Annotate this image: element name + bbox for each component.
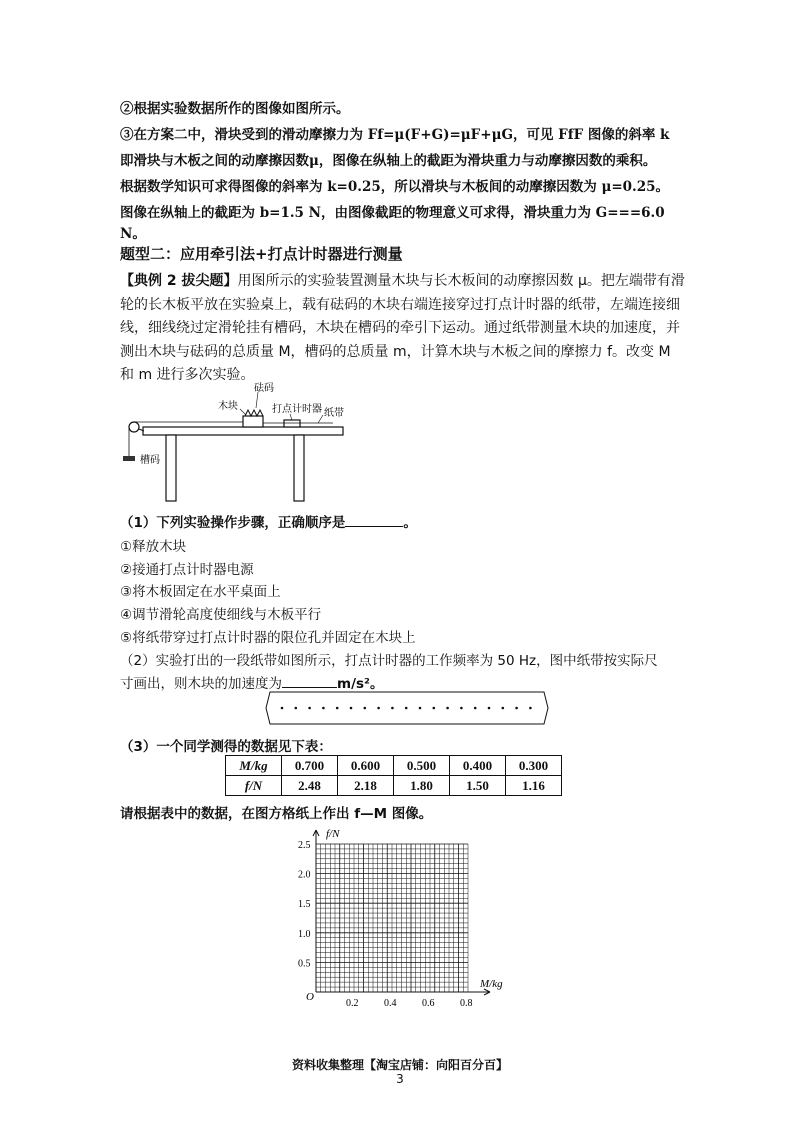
label-hanging-weight: 槽码 [140,455,160,466]
table-row-f [226,776,562,796]
paper-tape-figure [262,688,552,728]
q1-step-4: ④调节滑轮高度使细线与木板平行 [120,607,322,623]
table-header-M: M/kg [226,756,282,776]
table-cell: 0.300 [506,756,562,776]
tape-dot [295,707,298,710]
weights-icon [245,410,263,416]
table-cell: 2.18 [338,776,394,796]
solution-line-4: 根据数学知识可求得图像的斜率为 k=0.25，所以滑块与木板间的动摩擦因数为 μ=0.25。 [120,179,670,195]
y-tick-label: 0.5 [298,958,311,970]
y-tick-label: 1.5 [298,899,311,911]
y-tick-label: 1.0 [298,928,311,940]
solution-line-5: 图像在纵轴上的截距为 b=1.5 N，由图像截距的物理意义可求得，滑块重力为 G===6.0 [120,205,665,221]
tape-dot [446,707,449,710]
table-cell: 1.50 [450,776,506,796]
q2-line-2: 寸画出，则木块的加速度为 m/s²。 [120,676,384,692]
table-leg-left [166,435,176,501]
table-cell: 1.80 [394,776,450,796]
tape-dot [460,707,463,710]
tape-dot [405,707,408,710]
solution-line-6: N。 [120,226,146,242]
tape-dot [488,707,491,710]
timer [284,420,300,427]
tape-dot [474,707,477,710]
tape-dot [529,707,532,710]
table-cell: 0.600 [338,756,394,776]
tick-labels [298,840,473,1009]
y-tick-label: 2.5 [298,840,311,851]
example-tag: 【典例 2 拔尖题】 [120,273,238,289]
y-axis-label: f/N [326,828,340,840]
tape-dot [350,707,353,710]
tape-dot [281,707,284,710]
example-paragraph [120,270,685,388]
q1-answer-blank[interactable] [345,514,403,527]
x-axis-label: M/kg [480,978,503,990]
label-timer: 打点计时器 [272,404,322,415]
apparatus-diagram [118,380,368,505]
graph-paper-chart [290,822,520,1012]
q1-prompt-line: （1）下列实验操作步骤，正确顺序是 。 [120,515,417,531]
tape-dot [308,707,311,710]
hanging-weight-icon [123,456,135,461]
grid [316,844,468,992]
table-cell: 0.500 [394,756,450,776]
page-number: 3 [396,1072,404,1086]
tape-dot [364,707,367,710]
q3-prompt: （3）一个同学测得的数据见下表： [120,739,332,755]
footer-text: 资料收集整理【淘宝店铺：向阳百分百】 [291,1058,508,1072]
y-tick-label: 2.0 [298,869,311,881]
q1-step-1: ①释放木块 [120,539,187,555]
table-row-M [226,756,562,776]
tape-dot [322,707,325,710]
tape-dot [515,707,518,710]
pulley-icon [129,422,139,432]
table-cell: 2.48 [282,776,338,796]
solution-line-1: ②根据实验数据所作的图像如图所示。 [120,101,350,117]
x-tick-label: 0.4 [384,998,397,1009]
q2-answer-blank[interactable] [282,675,337,688]
solution-line-3: 即滑块与木板之间的动摩擦因数μ，图像在纵轴上的截距为滑块重力与动摩擦因数的乘积。 [120,153,657,169]
solution-line-2: ③在方案二中，滑块受到的滑动摩擦力为 Ff=μ(F+G)=μF+μG，可见 FfF 图像的斜率 k [120,127,670,143]
table-cell: 1.16 [506,776,562,796]
x-tick-label: 0.2 [346,998,359,1009]
tape-dot [502,707,505,710]
tape-dot [336,707,339,710]
q1-step-5: ⑤将纸带穿过打点计时器的限位孔并固定在木块上 [120,630,416,646]
q1-step-3: ③将木板固定在水平桌面上 [120,584,281,600]
origin-label: O [306,991,314,1003]
q1-prompt: （1）下列实验操作步骤，正确顺序是 [120,515,346,531]
table-cell: 0.700 [282,756,338,776]
q1-step-2: ②接通打点计时器电源 [120,562,254,578]
table-cell: 0.400 [450,756,506,776]
x-tick-label: 0.6 [422,998,435,1009]
x-tick-label: 0.8 [460,998,473,1009]
label-weights: 砝码 [254,383,274,394]
table-leg-right [294,435,304,501]
block [243,416,263,427]
board [143,427,343,435]
tape-dot [377,707,380,710]
tape-dot [391,707,394,710]
data-table [225,755,562,796]
tape-dot [419,707,422,710]
table-header-f: f/N [226,776,282,796]
section-heading: 题型二：应用牵引法+打点计时器进行测量 [120,245,403,263]
q3-instruction: 请根据表中的数据，在图方格纸上作出 f—M 图像。 [120,806,433,822]
q2-line-1: （2）实验打出的一段纸带如图所示，打点计时器的工作频率为 50 Hz，图中纸带按实际尺 [120,653,658,669]
tape-dot [433,707,436,710]
example-text: 用图所示的实验装置测量木块与长木板间的动摩擦因数 μ。把左端带有滑轮的长木板平放在实验桌上，载有砝码的木块右端连接穿过打点计时器的纸带，左端连接细线，细线绕过定滑轮挂有槽码，木块在槽码的牵引下运动。通过纸带测量木块的加速度，并测出木块与砝码的总质量 M，槽码的总质量 m，计算木块与木板之间的摩擦力 f。改变 M 和 m 进行多次实验。 [120,273,685,383]
label-block: 木块 [218,401,238,412]
label-tape: 纸带 [324,408,344,419]
